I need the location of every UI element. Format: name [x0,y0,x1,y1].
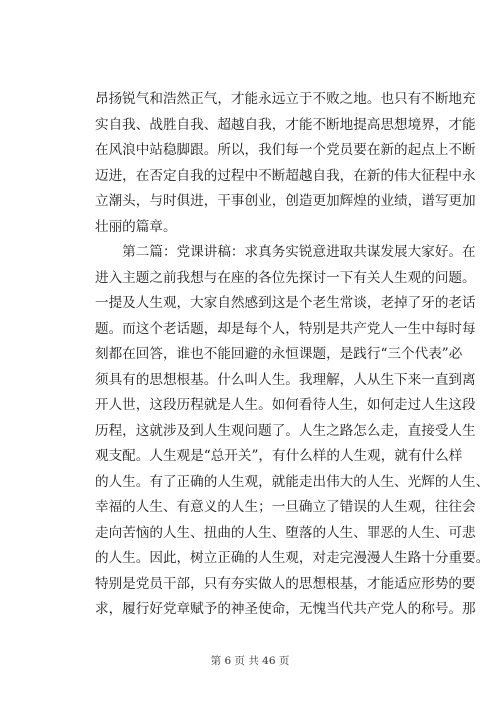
text-line: 的人生。因此，树立正确的人生观，对走完漫漫人生路十分重要。 [95,550,490,566]
text-line: 在风浪中站稳脚跟。所以，我们每一个党员要在新的起点上不断 [95,142,476,158]
text-line: 观支配。人生观是“总开关”，有什么样的人生观，就有什么样 [95,448,463,464]
text-line: 的人生。有了正确的人生观，就能走出伟大的人生、光辉的人生、 [95,473,490,490]
text-line: 昂扬锐气和浩然正气，才能永远立于不败之地。也只有不断地充 [95,91,476,107]
text-line: 进入主题之前我想与在座的各位先探讨一下有关人生观的问题。 [95,269,476,286]
text-line: 一提及人生观，大家自然感到这是个老生常谈，老掉了牙的老话 [95,295,476,311]
text-line: 历程，这就涉及到人生观问题了。人生之路怎么走，直接受人生 [95,422,476,439]
text-line: 幸福的人生、有意义的人生；一旦确立了错误的人生观，往往会 [95,499,476,515]
page-footer: 第 6 页 共 46 页 [210,655,290,667]
text-line: 求，履行好党章赋予的神圣使命，无愧当代共产党人的称号。那 [95,601,476,617]
text-line: 走向苦恼的人生、扭曲的人生、堕落的人生、罪恶的人生、可悲 [95,524,476,541]
text-line: 题。而这个老话题，却是每个人，特别是共产党人一生中每时每 [95,320,476,337]
text-line: 壮丽的篇章。 [95,218,177,235]
document-body [95,87,490,623]
text-line: 立潮头，与时俱进，干事创业，创造更加辉煌的业绩，谱写更加 [95,193,476,209]
text-line: 开人世，这段历程就是人生。如何看待人生，如何走过人生这段 [95,397,476,413]
text-line: 迈进，在否定自我的过程中不断超越自我，在新的伟大征程中永 [95,167,476,184]
text-line: 须具有的思想根基。什么叫人生。我理解，人从生下来一直到离 [95,371,476,388]
text-line: 特别是党员干部，只有夯实做人的思想根基，才能适应形势的要 [95,575,476,592]
text-line: 刻都在回答，谁也不能回避的永恒课题，是践行“三个代表”必 [95,346,463,362]
section-heading-line: 第二篇：党课讲稿：求真务实锐意进取共谋发展大家好。在 [95,244,476,260]
text-line: 实自我、战胜自我、超越自我，才能不断地提高思想境界，才能 [95,116,476,133]
